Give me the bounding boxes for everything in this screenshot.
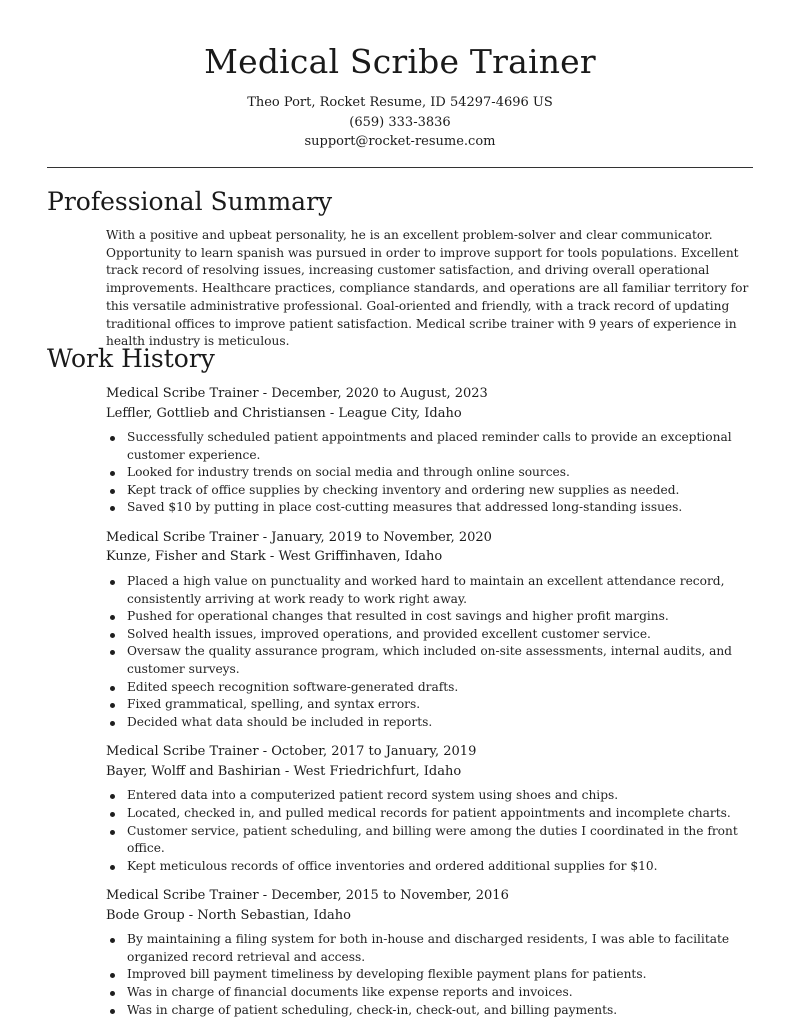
resume-name-heading: Medical Scribe Trainer	[204, 42, 596, 81]
job-entry	[106, 528, 766, 731]
work-history-section-title: Work History	[47, 344, 215, 373]
job-bullet	[106, 714, 757, 732]
bullet-icon	[110, 812, 115, 817]
job-bullet-text: Located, checked in, and pulled medical records for patient appointments and incomplete charts.	[127, 805, 731, 820]
job-bullet-text: Kept track of office supplies by checking inventory and ordering new supplies as needed.	[127, 482, 680, 497]
bullet-icon	[110, 1009, 115, 1014]
contact-block	[0, 93, 800, 152]
job-bullet-text: Kept meticulous records of office inventories and ordered additional supplies for $10.	[127, 858, 658, 873]
job-bullet-text: Edited speech recognition software-generated drafts.	[127, 679, 459, 694]
job-bullet	[106, 966, 757, 984]
job-bullet-text: Decided what data should be included in reports.	[127, 714, 433, 729]
job-title-line: Medical Scribe Trainer - December, 2020 to August, 2023	[106, 386, 488, 401]
job-bullet	[106, 464, 757, 482]
bullet-icon	[110, 830, 115, 835]
job-bullet-text: By maintaining a filing system for both in-house and discharged residents, I was able to facilitate organized record retrieval and access.	[127, 932, 730, 964]
bullet-icon	[110, 794, 115, 799]
job-bullet	[106, 1002, 757, 1020]
job-company-line: Leffler, Gottlieb and Christiansen - League City, Idaho	[106, 405, 462, 421]
bullet-icon	[110, 938, 115, 943]
header-divider	[47, 167, 753, 168]
bullet-icon	[110, 436, 115, 441]
bullet-icon	[110, 973, 115, 978]
bullet-icon	[110, 580, 115, 585]
job-bullet	[106, 626, 757, 644]
job-title-line: Medical Scribe Trainer - October, 2017 to January, 2019	[106, 744, 477, 760]
job-bullet	[106, 823, 757, 858]
job-bullet	[106, 805, 757, 823]
job-bullet-list	[106, 787, 766, 875]
job-bullet-list	[106, 429, 766, 517]
contact-email: support@rocket-resume.com	[304, 134, 496, 149]
job-bullet-text: Was in charge of patient scheduling, check-in, check-out, and billing payments.	[127, 1002, 618, 1017]
job-title-line: Medical Scribe Trainer - January, 2019 to November, 2020	[106, 529, 492, 545]
bullet-icon	[110, 991, 115, 996]
job-bullet	[106, 984, 757, 1002]
work-history-list	[106, 384, 766, 1030]
job-bullet	[106, 482, 757, 500]
job-bullet-text: Oversaw the quality assurance program, which included on-site assessments, internal audits, and customer surveys.	[127, 644, 732, 676]
job-bullet	[106, 679, 757, 697]
bullet-icon	[110, 471, 115, 476]
bullet-icon	[110, 650, 115, 655]
bullet-icon	[110, 703, 115, 708]
job-company-line: Bode Group - North Sebastian, Idaho	[106, 907, 351, 923]
summary-section-title: Professional Summary	[47, 187, 333, 216]
bullet-icon	[110, 686, 115, 691]
bullet-icon	[110, 615, 115, 620]
job-bullet-text: Looked for industry trends on social media and through online sources.	[127, 465, 570, 480]
job-bullet	[106, 787, 757, 805]
job-entry	[106, 742, 766, 875]
job-company-line: Bayer, Wolff and Bashirian - West Friedrichfurt, Idaho	[106, 763, 462, 779]
summary-text: With a positive and upbeat personality, he is an excellent problem-solver and clear communicator. Opportunity to learn spanish was pursued in order to improve support for tools populations. Excellent track record of resolving issues, increasing customer satisfaction, and driving overall operational improvements. Healthcare practices, compliance standards, and operations are all familiar territory for this versatile administrative professional. Goal-oriented and friendly, with a track record of updating traditional offices to improve patient satisfaction. Medical scribe trainer with 9 years of experience in health industry is meticulous.	[106, 228, 749, 349]
job-bullet-list	[106, 931, 766, 1019]
contact-phone: (659) 333-3836	[349, 114, 451, 130]
job-bullet-text: Entered data into a computerized patient record system using shoes and chips.	[127, 788, 619, 803]
job-bullet	[106, 696, 757, 714]
job-bullet-text: Placed a high value on punctuality and worked hard to maintain an excellent attendance record, consistently arriving at work ready to work right away.	[127, 573, 725, 606]
job-bullet	[106, 573, 757, 608]
job-bullet	[106, 858, 757, 876]
job-bullet	[106, 429, 757, 464]
bullet-icon	[110, 506, 115, 511]
job-bullet-text: Customer service, patient scheduling, and billing were among the duties I coordinated in the front office.	[127, 823, 738, 856]
bullet-icon	[110, 865, 115, 870]
job-bullet-text: Was in charge of financial documents like expense reports and invoices.	[127, 985, 573, 1000]
job-bullet-text: Pushed for operational changes that resulted in cost savings and higher profit margins.	[127, 609, 669, 624]
job-bullet-text: Improved bill payment timeliness by developing flexible payment plans for patients.	[127, 967, 647, 982]
job-bullet	[106, 643, 757, 678]
job-bullet-text: Solved health issues, improved operations, and provided excellent customer service.	[127, 626, 651, 641]
job-bullet	[106, 499, 757, 517]
job-bullet	[106, 931, 757, 966]
contact-address: Theo Port, Rocket Resume, ID 54297-4696 US	[247, 95, 553, 110]
job-bullet-text: Successfully scheduled patient appointments and placed reminder calls to provide an exceptional customer experience.	[127, 430, 732, 462]
job-bullet	[106, 608, 757, 626]
job-bullet-list	[106, 573, 766, 731]
bullet-icon	[110, 633, 115, 638]
bullet-icon	[110, 489, 115, 494]
job-bullet-text: Fixed grammatical, spelling, and syntax errors.	[127, 697, 421, 712]
job-entry	[106, 886, 766, 1019]
job-title-line: Medical Scribe Trainer - December, 2015 to November, 2016	[106, 888, 509, 904]
bullet-icon	[110, 721, 115, 726]
job-company-line: Kunze, Fisher and Stark - West Griffinhaven, Idaho	[106, 549, 443, 565]
job-entry	[106, 384, 766, 517]
job-bullet-text: Saved $10 by putting in place cost-cutting measures that addressed long-standing issues.	[127, 500, 683, 515]
